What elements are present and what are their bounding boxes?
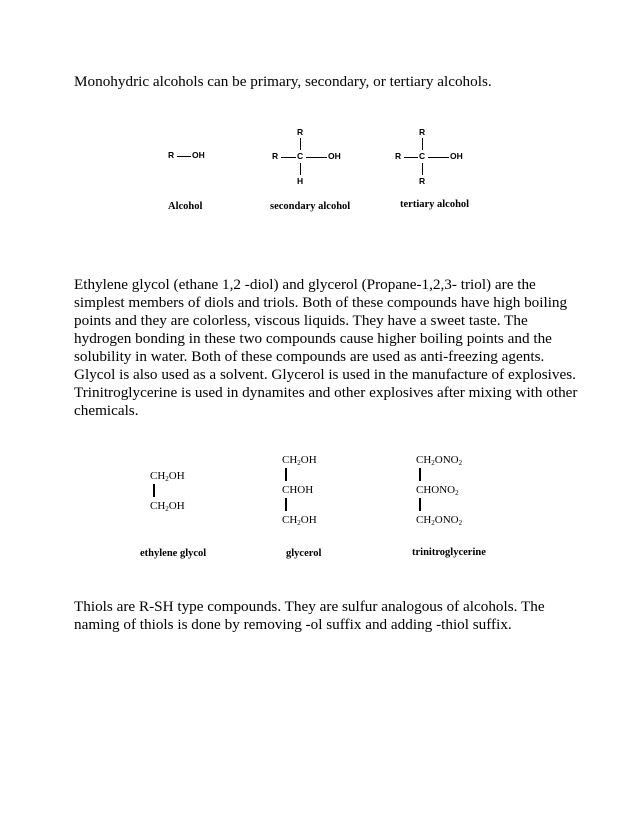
single-bond xyxy=(300,163,301,175)
single-bond xyxy=(428,157,449,158)
text-line: Glycol is also used as a solvent. Glycerol is used in the manufacture of explosives. xyxy=(74,366,576,383)
central-carbon: C xyxy=(297,151,304,161)
bottom-substituent: R xyxy=(419,176,426,186)
bottom-substituent: H xyxy=(297,176,304,186)
single-bond xyxy=(285,498,287,511)
single-bond xyxy=(281,157,296,158)
single-bond xyxy=(422,163,423,175)
text-line: naming of thiols is done by removing -ol suffix and adding -thiol suffix. xyxy=(74,616,512,633)
text-line: chemicals. xyxy=(74,402,139,419)
formula-row: $CH_2OH$ xyxy=(282,514,317,527)
text-line: hydrogen bonding in these two compounds cause higher boiling points and the xyxy=(74,330,552,347)
text-line: Ethylene glycol (ethane 1,2 -diol) and glycerol (Propane-1,2,3- triol) are the xyxy=(74,276,536,293)
hydroxyl-label: OH xyxy=(328,151,341,161)
formula-row: $CH_2ONO_2$ xyxy=(416,514,463,527)
paragraph-diols-triols xyxy=(74,276,578,420)
ethylene-glycol-caption: ethylene glycol xyxy=(140,548,207,559)
single-bond xyxy=(153,484,155,497)
single-bond xyxy=(419,498,421,511)
glycerol-caption: glycerol xyxy=(286,548,322,559)
paragraph-intro xyxy=(74,73,594,91)
single-bond xyxy=(300,138,301,150)
top-substituent: R xyxy=(419,127,426,137)
text-line: solubility in water. Both of these compounds are used as anti-freezing agents. xyxy=(74,348,545,365)
text-line: Monohydric alcohols can be primary, secondary, or tertiary alcohols. xyxy=(74,73,492,90)
top-substituent: R xyxy=(297,127,304,137)
trinitroglycerine-caption: trinitroglycerine xyxy=(412,547,486,558)
hydroxyl-label: OH xyxy=(192,150,205,160)
single-bond xyxy=(419,468,421,481)
left-substituent: R xyxy=(395,151,402,161)
formula-row: $CH_2OH$ xyxy=(150,500,185,513)
formula-row: $CH_2ONO_2$ xyxy=(416,454,463,467)
paragraph-thiols xyxy=(74,598,574,634)
single-bond xyxy=(285,468,287,481)
left-substituent: R xyxy=(272,151,279,161)
single-bond xyxy=(177,156,191,157)
secondary-alcohol-caption: secondary alcohol xyxy=(270,201,351,212)
single-bond xyxy=(422,138,423,150)
formula-row: $CHONO_2$ xyxy=(416,484,459,497)
text-line: points and they are colorless, viscous liquids. They have a sweet taste. The xyxy=(74,312,528,329)
text-line: Thiols are R-SH type compounds. They are sulfur analogous of alcohols. The xyxy=(74,598,545,615)
text-line: Trinitroglycerine is used in dynamites and other explosives after mixing with other xyxy=(74,384,578,401)
formula-row: $CH_2OH$ xyxy=(282,454,317,467)
formula-row: CHOH xyxy=(282,484,314,496)
hydroxyl-label: OH xyxy=(450,151,463,161)
tertiary-alcohol-caption: tertiary alcohol xyxy=(400,199,470,210)
formula-row: $CH_2OH$ xyxy=(150,470,185,483)
r-group-label: R xyxy=(168,150,175,160)
text-line: simplest members of diols and triols. Both of these compounds have high boiling xyxy=(74,294,568,311)
alcohol-caption: Alcohol xyxy=(168,201,203,212)
central-carbon: C xyxy=(419,151,426,161)
single-bond xyxy=(404,157,418,158)
single-bond xyxy=(306,157,327,158)
